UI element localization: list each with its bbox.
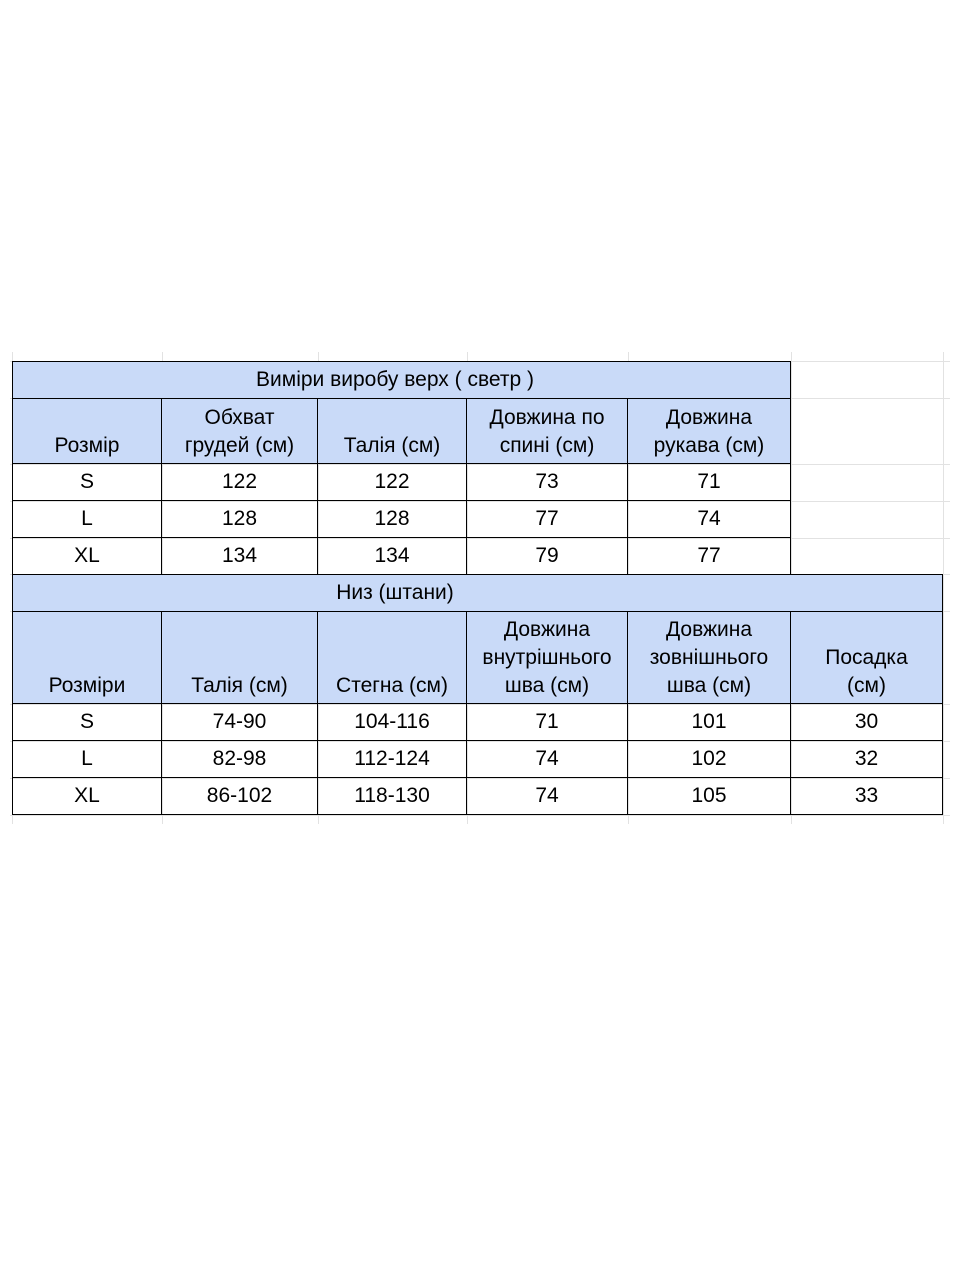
top-table-cell: S: [12, 464, 162, 501]
top-section-title: Виміри виробу верх ( светр ): [162, 361, 628, 398]
top-table-cell: 71: [628, 464, 791, 501]
gridline: [943, 352, 944, 824]
bottom-table-cell: 104-116: [318, 704, 467, 741]
header-line: Обхват: [204, 406, 275, 429]
top-header-chest: [162, 398, 318, 464]
bottom-header-hips: [318, 611, 467, 704]
top-header-back-length: [467, 398, 628, 464]
bottom-table-cell: 71: [467, 704, 628, 741]
top-table-cell: 134: [318, 538, 467, 575]
bottom-section-title: Низ (штани): [162, 574, 628, 611]
header-line: Довжина: [665, 618, 753, 641]
bottom-table-cell: 86-102: [162, 778, 318, 815]
header-line: Розміри: [48, 674, 126, 697]
header-line: рукава (см): [653, 434, 765, 457]
bottom-table-cell: XL: [12, 778, 162, 815]
header-line: Талія (см): [191, 674, 288, 697]
bottom-table-cell: L: [12, 741, 162, 778]
bottom-title-blank-cell: [628, 574, 791, 611]
bottom-title-blank-cell: [791, 574, 943, 611]
bottom-table-cell: S: [12, 704, 162, 741]
bottom-table-cell: 82-98: [162, 741, 318, 778]
top-table-cell: 128: [162, 501, 318, 538]
bottom-table-cell: 101: [628, 704, 791, 741]
top-title-blank-cell: [628, 361, 791, 398]
header-line: грудей (см): [184, 434, 295, 457]
top-table-cell: 122: [162, 464, 318, 501]
header-line: Стегна (см): [336, 674, 448, 697]
header-line: шва (см): [504, 674, 590, 697]
top-table-cell: 77: [628, 538, 791, 575]
header-line: (см): [847, 674, 886, 697]
bottom-header-outseam: [628, 611, 791, 704]
bottom-header-rise: [791, 611, 943, 704]
top-table-cell: 122: [318, 464, 467, 501]
bottom-table-cell: 74-90: [162, 704, 318, 741]
bottom-table-cell: 32: [791, 741, 943, 778]
top-table-cell: 128: [318, 501, 467, 538]
top-table-cell: XL: [12, 538, 162, 575]
top-table-cell: 77: [467, 501, 628, 538]
header-line: Довжина по: [489, 406, 605, 429]
bottom-table-cell: 74: [467, 741, 628, 778]
top-table-cell: 74: [628, 501, 791, 538]
top-header-sleeve-length: [628, 398, 791, 464]
header-line: зовнішнього: [649, 646, 769, 669]
top-header-size: [12, 398, 162, 464]
top-table-cell: L: [12, 501, 162, 538]
top-header-waist: [318, 398, 467, 464]
top-table-cell: 79: [467, 538, 628, 575]
header-line: Довжина: [503, 618, 591, 641]
header-line: Посадка: [825, 646, 908, 669]
bottom-table-cell: 112-124: [318, 741, 467, 778]
bottom-table-cell: 74: [467, 778, 628, 815]
top-title-blank-cell: [12, 361, 162, 398]
bottom-header-inseam: [467, 611, 628, 704]
top-table-cell: 73: [467, 464, 628, 501]
bottom-table-cell: 102: [628, 741, 791, 778]
bottom-table-cell: 30: [791, 704, 943, 741]
header-line: Довжина: [665, 406, 753, 429]
bottom-title-blank-cell: [12, 574, 162, 611]
gridline: [10, 815, 950, 816]
header-line: Талія (см): [343, 434, 441, 457]
header-line: шва (см): [666, 674, 752, 697]
top-table-cell: 134: [162, 538, 318, 575]
header-line: Розмір: [54, 434, 120, 457]
bottom-header-waist: [162, 611, 318, 704]
bottom-table-cell: 118-130: [318, 778, 467, 815]
bottom-table-cell: 33: [791, 778, 943, 815]
bottom-table-cell: 105: [628, 778, 791, 815]
header-line: внутрішнього: [482, 646, 612, 669]
header-line: спині (см): [499, 434, 595, 457]
bottom-header-size: [12, 611, 162, 704]
